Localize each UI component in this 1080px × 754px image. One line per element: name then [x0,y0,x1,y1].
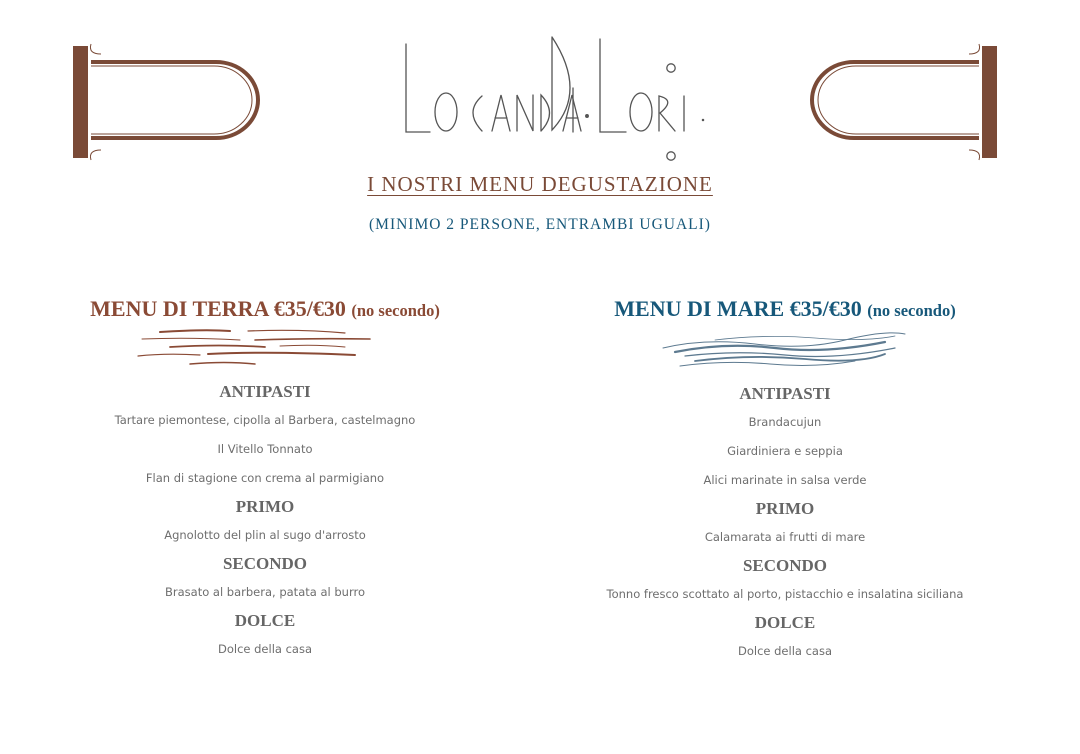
dish-item: Brasato al barbera, patata al burro [165,585,365,599]
menu-mare-title-text: MENU DI MARE €35/€30 [614,296,862,321]
menu-terra-note: (no secondo) [351,301,440,320]
menu-mare-column [550,292,1020,666]
course-heading-primo: PRIMO [755,499,815,518]
locanda-di-lori-logo [400,32,710,164]
dish-item: Dolce della casa [217,642,313,656]
menu-mare-note: (no secondo) [867,301,956,320]
menu-terra-title [30,292,500,328]
dish-item: Il Vitello Tonnato [217,442,313,456]
dish-item: Agnolotto del plin al sugo d'arrosto [164,528,366,542]
dish-item: Calamarata ai frutti di mare [704,530,866,544]
course-heading-primo: PRIMO [235,497,295,516]
page-title: I NOSTRI MENU DEGUSTAZIONE [367,172,713,196]
dish-item: Alici marinate in salsa verde [703,473,867,487]
course-heading-antipasti: ANTIPASTI [219,382,311,401]
course-heading-antipasti: ANTIPASTI [739,384,831,403]
dish-item: Giardiniera e seppia [727,444,843,458]
menu-terra-column [30,292,500,664]
blue-wave-strokes-icon [655,328,915,372]
page-subtitle: (MINIMO 2 PERSONE, ENTRAMBI UGUALI) [369,216,711,233]
left-frame-ornament [66,38,262,166]
dish-item: Dolce della casa [737,644,833,658]
right-frame-ornament [806,38,1004,166]
course-heading-secondo: SECONDO [742,556,828,575]
dish-item: Tonno fresco scottato al porto, pistacchio e insalatina siciliana [606,587,964,601]
course-heading-secondo: SECONDO [222,554,308,573]
menu-terra-title-text: MENU DI TERRA €35/€30 [90,296,346,321]
brown-brush-strokes-icon [130,328,400,370]
course-heading-dolce: DOLCE [754,613,816,632]
menu-mare-title [550,292,1020,328]
dish-item: Tartare piemontese, cipolla al Barbera, castelmagno [114,413,416,427]
dish-item: Brandacujun [748,415,822,429]
course-heading-dolce: DOLCE [234,611,296,630]
dish-item: Flan di stagione con crema al parmigiano [145,471,385,485]
